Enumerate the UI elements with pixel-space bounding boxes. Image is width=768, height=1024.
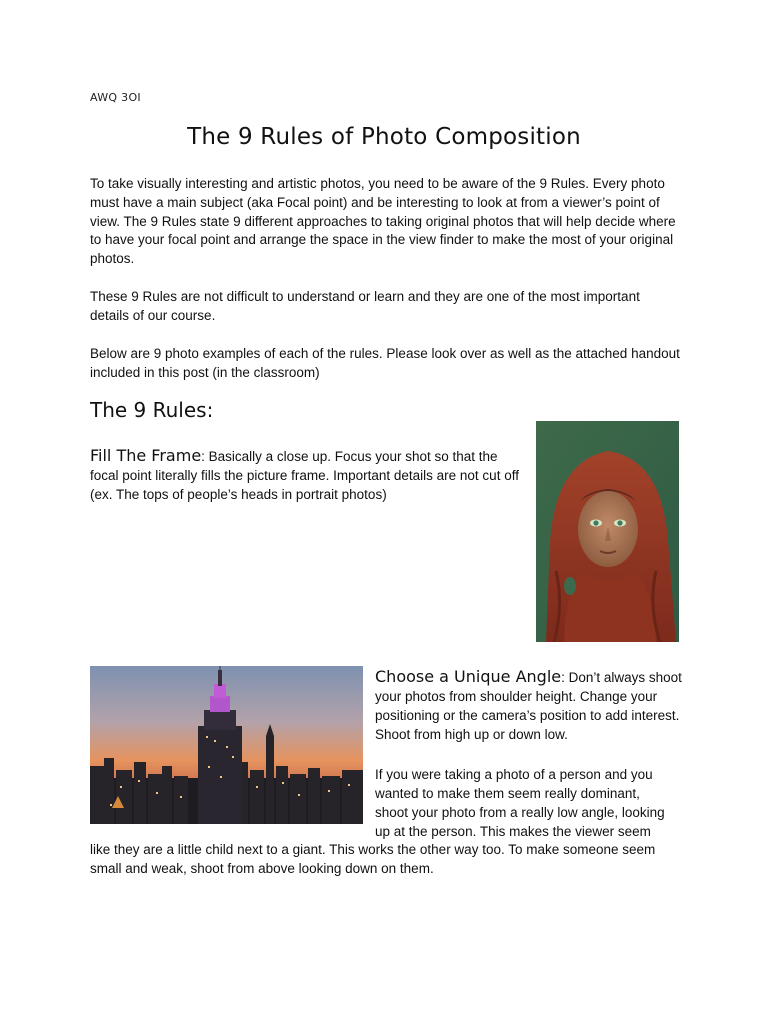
city-skyline-photo bbox=[90, 666, 363, 824]
course-code: AWQ 3OI bbox=[90, 91, 141, 104]
rule-unique-angle-paragraph-2: If you were taking a photo of a person and you wanted to make them seem really dominant, shoot your photo from a really low angle, looking up at the person. This makes the viewer seem bbox=[375, 767, 665, 839]
rule-fill-the-frame-title: Fill The Frame bbox=[90, 446, 202, 465]
rule-unique-angle-text: : Don’t always shoot your photos from shoulder height. Change your positioning or the camera’s position to add interest. Shoot from high up or down low. bbox=[375, 670, 682, 742]
rules-heading: The 9 Rules: bbox=[90, 398, 214, 422]
rule-unique-angle-title: Choose a Unique Angle bbox=[375, 667, 562, 686]
rule-unique-angle bbox=[375, 667, 685, 744]
page-title: The 9 Rules of Photo Composition bbox=[187, 124, 581, 150]
intro-paragraph-1: To take visually interesting and artistic photos, you need to be aware of the 9 Rules. Every photo must have a main subject (aka Focal point) and be interesting to look at from a viewer’s point of view. The 9 Rules state 9 different approaches to taking original photos that will help decide where to have your focal point and arrange the space in the view finder to make the most of your original photos. bbox=[90, 176, 676, 267]
intro-paragraph-3: Below are 9 photo examples of each of the rules. Please look over as well as the attached handout included in this post (in the classroom) bbox=[90, 346, 680, 380]
rule-unique-angle-paragraph-2-continued: like they are a little child next to a giant. This works the other way too. To make someone seem small and weak, shoot from above looking down on them. bbox=[90, 842, 656, 876]
rule-fill-the-frame-text: : Basically a close up. Focus your shot so that the focal point literally fills the picture frame. Important details are not cut off (ex. The tops of people’s heads in portrait photos) bbox=[90, 449, 519, 502]
intro-paragraph-2: These 9 Rules are not difficult to understand or learn and they are one of the most important details of our course. bbox=[90, 289, 640, 323]
portrait-photo bbox=[536, 421, 679, 642]
rule-fill-the-frame bbox=[90, 446, 526, 504]
